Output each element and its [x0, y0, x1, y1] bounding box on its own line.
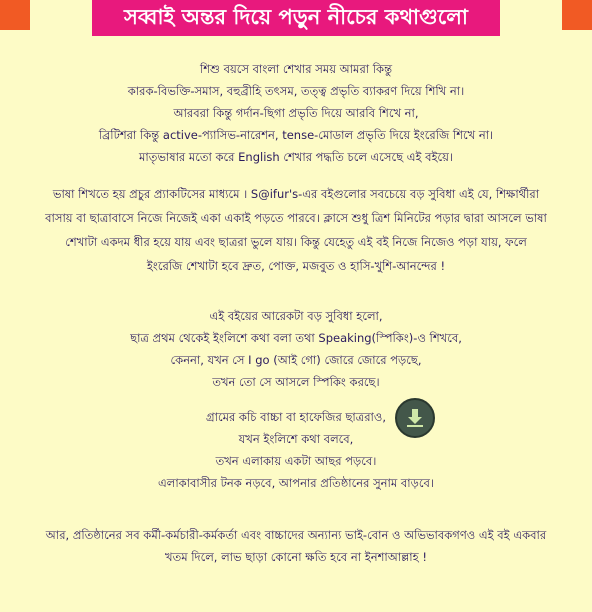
text-line: শিশু বয়সে বাংলা শেখার সময় আমরা কিন্তু [199, 62, 393, 76]
banner-title: সব্বাই অন্তর দিয়ে পড়ুন নীচের কথাগুলো [92, 0, 500, 36]
header-banner [0, 0, 592, 36]
text-line: ইংরেজি শেখাটা হবে দ্রুত, পোক্ত, মজবুত ও হাসি-খুশি-আনন্দের ! [146, 259, 446, 273]
text-line: ছাত্র প্রথম থেকেই ইংলিশে কথা বলা তথা Speaking(স্পিকিং)-ও শিখবে, [130, 331, 462, 345]
text-line: কারক-বিভক্তি-সমাস, বহুব্রীহি তৎসম, তত্ত্ব প্রভৃতি ব্যাকরণ দিয়ে শিখি না। [127, 84, 465, 98]
paragraph-2 [0, 182, 592, 278]
paragraph-3 [0, 305, 592, 393]
text-line: ব্রিটিশরা কিন্তু active-প্যাসিভ-নারেশন, tense-মোডাল প্রভৃতি দিয়ে ইংরেজি শিখে না। [98, 128, 494, 142]
text-line: ভাষা শিখতে হয় প্রচুর প্র্যাকটিসের মাধ্যমে । S@ifur's-এর বইগুলোর সবচেয়ে বড় সুবিধা এই যে, শিক্ষার্থীরা [52, 187, 540, 201]
text-line: গ্রামের কচি বাচ্চা বা হাফেজির ছাত্ররাও, [206, 410, 386, 424]
text-line: তখন তো সে আসলে স্পিকিং করছে। [212, 375, 380, 389]
banner-accent-left [0, 0, 30, 30]
text-line: খতম দিলে, লাভ ছাড়া কোনো ক্ষতি হবে না ইনশাআল্লাহ ! [165, 550, 427, 564]
banner-accent-right [562, 0, 592, 30]
text-line: বাসায় বা ছাত্রাবাসে নিজে নিজেই একা একাই পড়তে পারবে। ক্লাসে শুধু ত্রিশ মিনিটের পড়ার দ্বারা আসলে ভাষা [45, 211, 547, 225]
text-line: যখন ইংলিশে কথা বলবে, [238, 432, 354, 446]
text-line: কেননা, যখন সে I go (আই গো) জোরে জোরে পড়ছে, [170, 353, 422, 367]
paragraph-5 [0, 524, 592, 568]
text-line: এলাকাবাসীর টনক নড়বে, আপনার প্রতিষ্ঠানের সুনাম বাড়বে। [158, 476, 434, 490]
paragraph-1 [0, 58, 592, 168]
text-line: আর, প্রতিষ্ঠানের সব কর্মী-কর্মচারী-কর্মকর্তা এবং বাচ্চাদের অন্যান্য ভাই-বোন ও অভিভাবকগণও এই বই একবার [45, 528, 547, 542]
text-line: আরবরা কিন্তু গর্দান-ছিগা প্রভৃতি দিয়ে আরবি শিখে না, [173, 106, 419, 120]
text-line: তখন এলাকায় একটা আছর পড়বে। [215, 454, 377, 468]
download-arrow-icon[interactable] [395, 398, 435, 438]
paragraph-4 [0, 406, 592, 494]
text-line: শেখাটা একদম ধীর হয়ে যায় এবং ছাত্ররা ভুলে যায়। কিন্তু যেহেতু এই বই নিজে নিজেও পড়া যায়, ফলে [65, 235, 527, 249]
text-line: এই বইয়ের আরেকটা বড় সুবিধা হলো, [209, 309, 383, 323]
text-line: মাতৃভাষার মতো করে English শেখার পদ্ধতি চলে এসেছে এই বইয়ে। [138, 150, 454, 164]
